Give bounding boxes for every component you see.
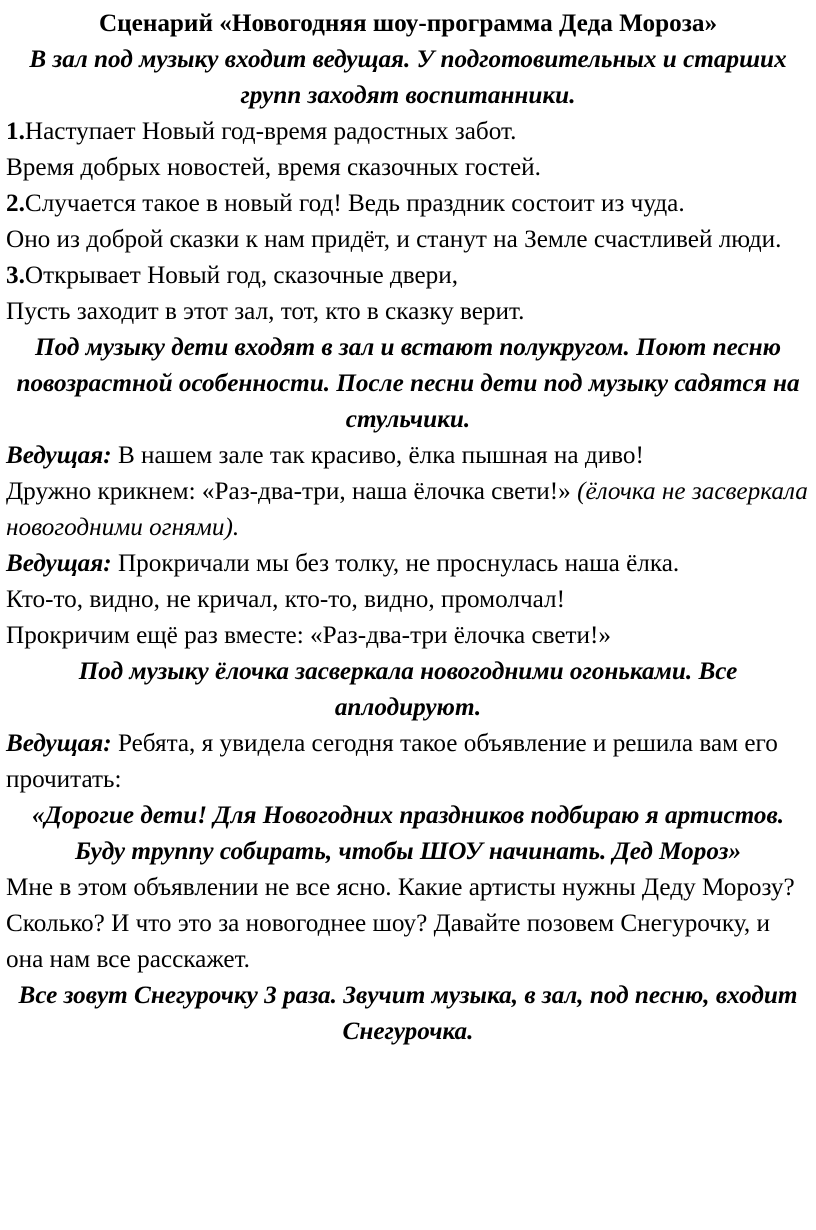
stage-direction-tree-lights: Под музыку ёлочка засверкала новогодними огоньками. Все аплодируют.: [78, 658, 738, 721]
verse-2-line-1: [6, 186, 810, 222]
verse-number: 2.: [6, 190, 25, 217]
speech-text: В нашем зале так красиво, ёлка пышная на диво!: [111, 442, 644, 469]
stage-direction-snow-maiden: Все зовут Снегурочку 3 раза. Звучит музыка, в зал, под песню, входит Снегурочка.: [18, 982, 798, 1045]
host-speech-2-line-3: Прокричим ещё раз вместе: «Раз-два-три ёлочка свети!»: [6, 622, 612, 649]
speech-text: Прокричали мы без толку, не проснулась наша ёлка.: [111, 550, 680, 577]
verse-2-line-2: Оно из доброй сказки к нам придёт, и станут на Земле счастливей люди.: [6, 226, 782, 253]
host-speech-4: Мне в этом объявлении не все ясно. Какие артисты нужны Деду Морозу? Сколько? И что это за новогоднее шоу? Давайте позовем Снегурочку, и она нам все расскажет.: [6, 874, 795, 973]
verse-text: Случается такое в новый год! Ведь праздник состоит из чуда.: [24, 190, 685, 217]
speech-text: Дружно крикнем: «Раз-два-три, наша ёлочка свети!»: [6, 478, 578, 505]
verse-number: 1.: [6, 118, 25, 145]
host-speech-3: [6, 726, 810, 798]
stage-remark: (ёлочка не засверкала новогодними огнями).: [6, 478, 808, 541]
verse-text: Открывает Новый год, сказочные двери,: [24, 262, 459, 289]
announcement-line-1: «Дорогие дети! Для Новогодних праздников подбираю я артистов.: [31, 802, 785, 829]
verse-1-line-2: Время добрых новостей, время сказочных гостей.: [6, 154, 541, 181]
verse-1-line-1: [6, 114, 810, 150]
verse-number: 3.: [6, 262, 25, 289]
speaker-label: Ведущая:: [6, 442, 112, 469]
verse-3-line-1: [6, 258, 810, 294]
speaker-label: Ведущая:: [6, 550, 112, 577]
announcement-line-2: Буду труппу собирать, чтобы ШОУ начинать. Дед Мороз»: [74, 838, 742, 865]
host-speech-1-line-1: [6, 438, 810, 474]
verse-3-line-2: Пусть заходит в этот зал, тот, кто в сказку верит.: [6, 298, 525, 325]
host-speech-2-line-1: [6, 546, 810, 582]
speech-text: Ребята, я увидела сегодня такое объявление и решила вам его прочитать:: [6, 730, 778, 793]
host-speech-1-line-2: [6, 474, 810, 546]
host-speech-2-line-2: Кто-то, видно, не кричал, кто-то, видно, промолчал!: [6, 586, 565, 613]
stage-direction-intro: В зал под музыку входит ведущая. У подготовительных и старших групп заходят воспитанники.: [29, 46, 787, 109]
document-title: Сценарий «Новогодняя шоу-программа Деда Мороза»: [98, 10, 718, 37]
speaker-label: Ведущая:: [6, 730, 112, 757]
verse-text: Наступает Новый год-время радостных забот.: [24, 118, 517, 145]
stage-direction-children-enter: Под музыку дети входят в зал и встают полукругом. Поют песню повозрастной особенности. После песни дети под музыку садятся на стульчики.: [16, 334, 800, 433]
